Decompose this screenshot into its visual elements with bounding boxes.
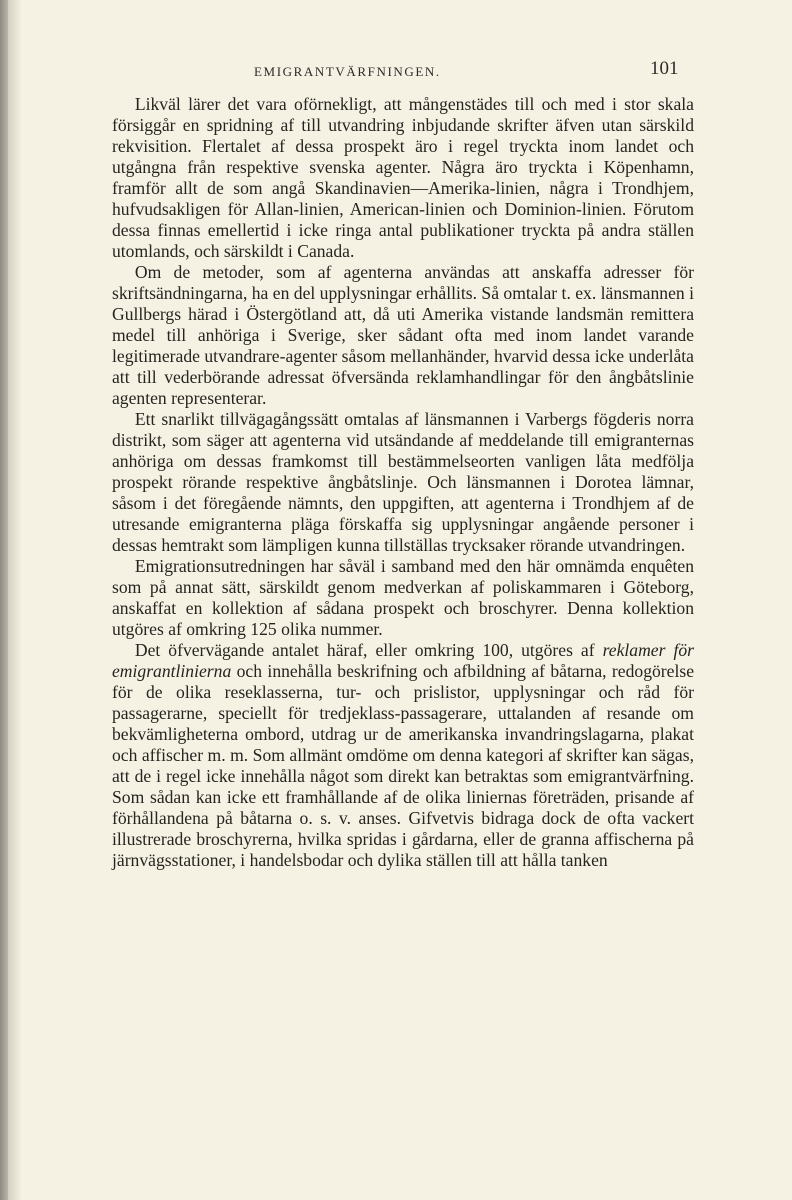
paragraph-2: Om de metoder, som af agenterna användas att anskaffa adresser för skriftsändningarna, ha en del upplysningar erhållits. Så omtalar t. ex. länsmannen i Gullbergs härad i Östergötland att, då uti Amerika vistande landsmän remittera medel till anhöriga i Sverige, sker sådant ofta med inom landet varande legitimerade utvandrare-agenter såsom mellanhänder, hvarvid dessa icke underlåta att till vederbörande adressat öfversända reklamhandlingar för den ångbåtslinie agenten representerar. xyxy=(112,262,694,408)
body-text xyxy=(112,94,694,871)
paragraph-5-rest: och innehålla beskrifning och afbildning af båtarna, redogörelse för de olika reseklasserna, tur- och prislistor, upplysningar och råd för passagerarne, speciellt för tredjeklass-passagerare, uttalanden af resande om bekvämligheterna ombord, utdrag ur de amerikanska invandringslagarna, plakat och affischer m. m. Som allmänt omdöme om denna kategori af skrifter kan sägas, att de i regel icke innehålla något som direkt kan betraktas som emigrantvärfning. Som sådan kan icke ett framhållande af de olika liniernas företräden, prisande af förhållandena på båtarna o. s. v. anses. Gifvetvis bidraga dock de ofta vackert illustrerade broschyrerna, hvilka spridas i gårdarna, eller de granna affischerna på järnvägsstationer, i handelsbodar och dylika ställen till att hålla tanken xyxy=(112,661,694,870)
paragraph-4: Emigrationsutredningen har såväl i samband med den här omnämda enquêten som på annat sätt, särskildt genom medverkan af poliskammaren i Göteborg, anskaffat en kollektion af sådana prospekt och broschyrer. Denna kollektion utgöres af omkring 125 olika nummer. xyxy=(112,556,694,639)
paragraph-5-lead: Det öfvervägande antalet häraf, eller omkring 100, utgöres af xyxy=(134,640,603,660)
page-header xyxy=(8,58,792,88)
paragraph-1: Likväl lärer det vara oförnekligt, att mångenstädes till och med i stor skala försiggår en spridning af till utvandring inbjudande skrifter äfven utan särskild rekvisition. Flertalet af dessa prospekt äro i regel tryckta inom landet och utgångna från respektive svenska agenter. Några äro tryckta i Köpenhamn, framför allt de som angå Skandinavien—Amerika-linien, några i Trondhjem, hufvudsakligen för Allan-linien, American-linien och Dominion-linien. Förutom dessa finnas emellertid i icke ringa antal publikationer tryckta på andra ställen utomlands, och särskildt i Canada. xyxy=(112,94,694,261)
running-head: EMIGRANTVÄRFNINGEN. xyxy=(254,64,441,79)
paragraph-3: Ett snarlikt tillvägagångssätt omtalas af länsmannen i Varbergs fögderis norra distrikt, som säger att agenterna vid utsändande af meddelande till emigranternas anhöriga om dessas framkomst till bestämmelseorten vanligen låta medfölja prospekt rörande respektive ångbåtslinje. Och länsmannen i Dorotea lämnar, såsom i det föregående nämnts, den uppgiften, att agenterna i Trondhjem af de utresande emigranterna pläga förskaffa sig upplysningar angående personer i dessas hemtrakt som lämpligen kunna tillställas trycksaker rörande utvandringen. xyxy=(112,409,694,555)
paragraph-5 xyxy=(112,640,694,871)
paragraph-5-emphasis: reklamer för emigrantlinierna xyxy=(112,640,695,681)
book-gutter xyxy=(0,0,8,1200)
book-page xyxy=(8,0,792,1200)
page-number: 101 xyxy=(650,58,679,79)
